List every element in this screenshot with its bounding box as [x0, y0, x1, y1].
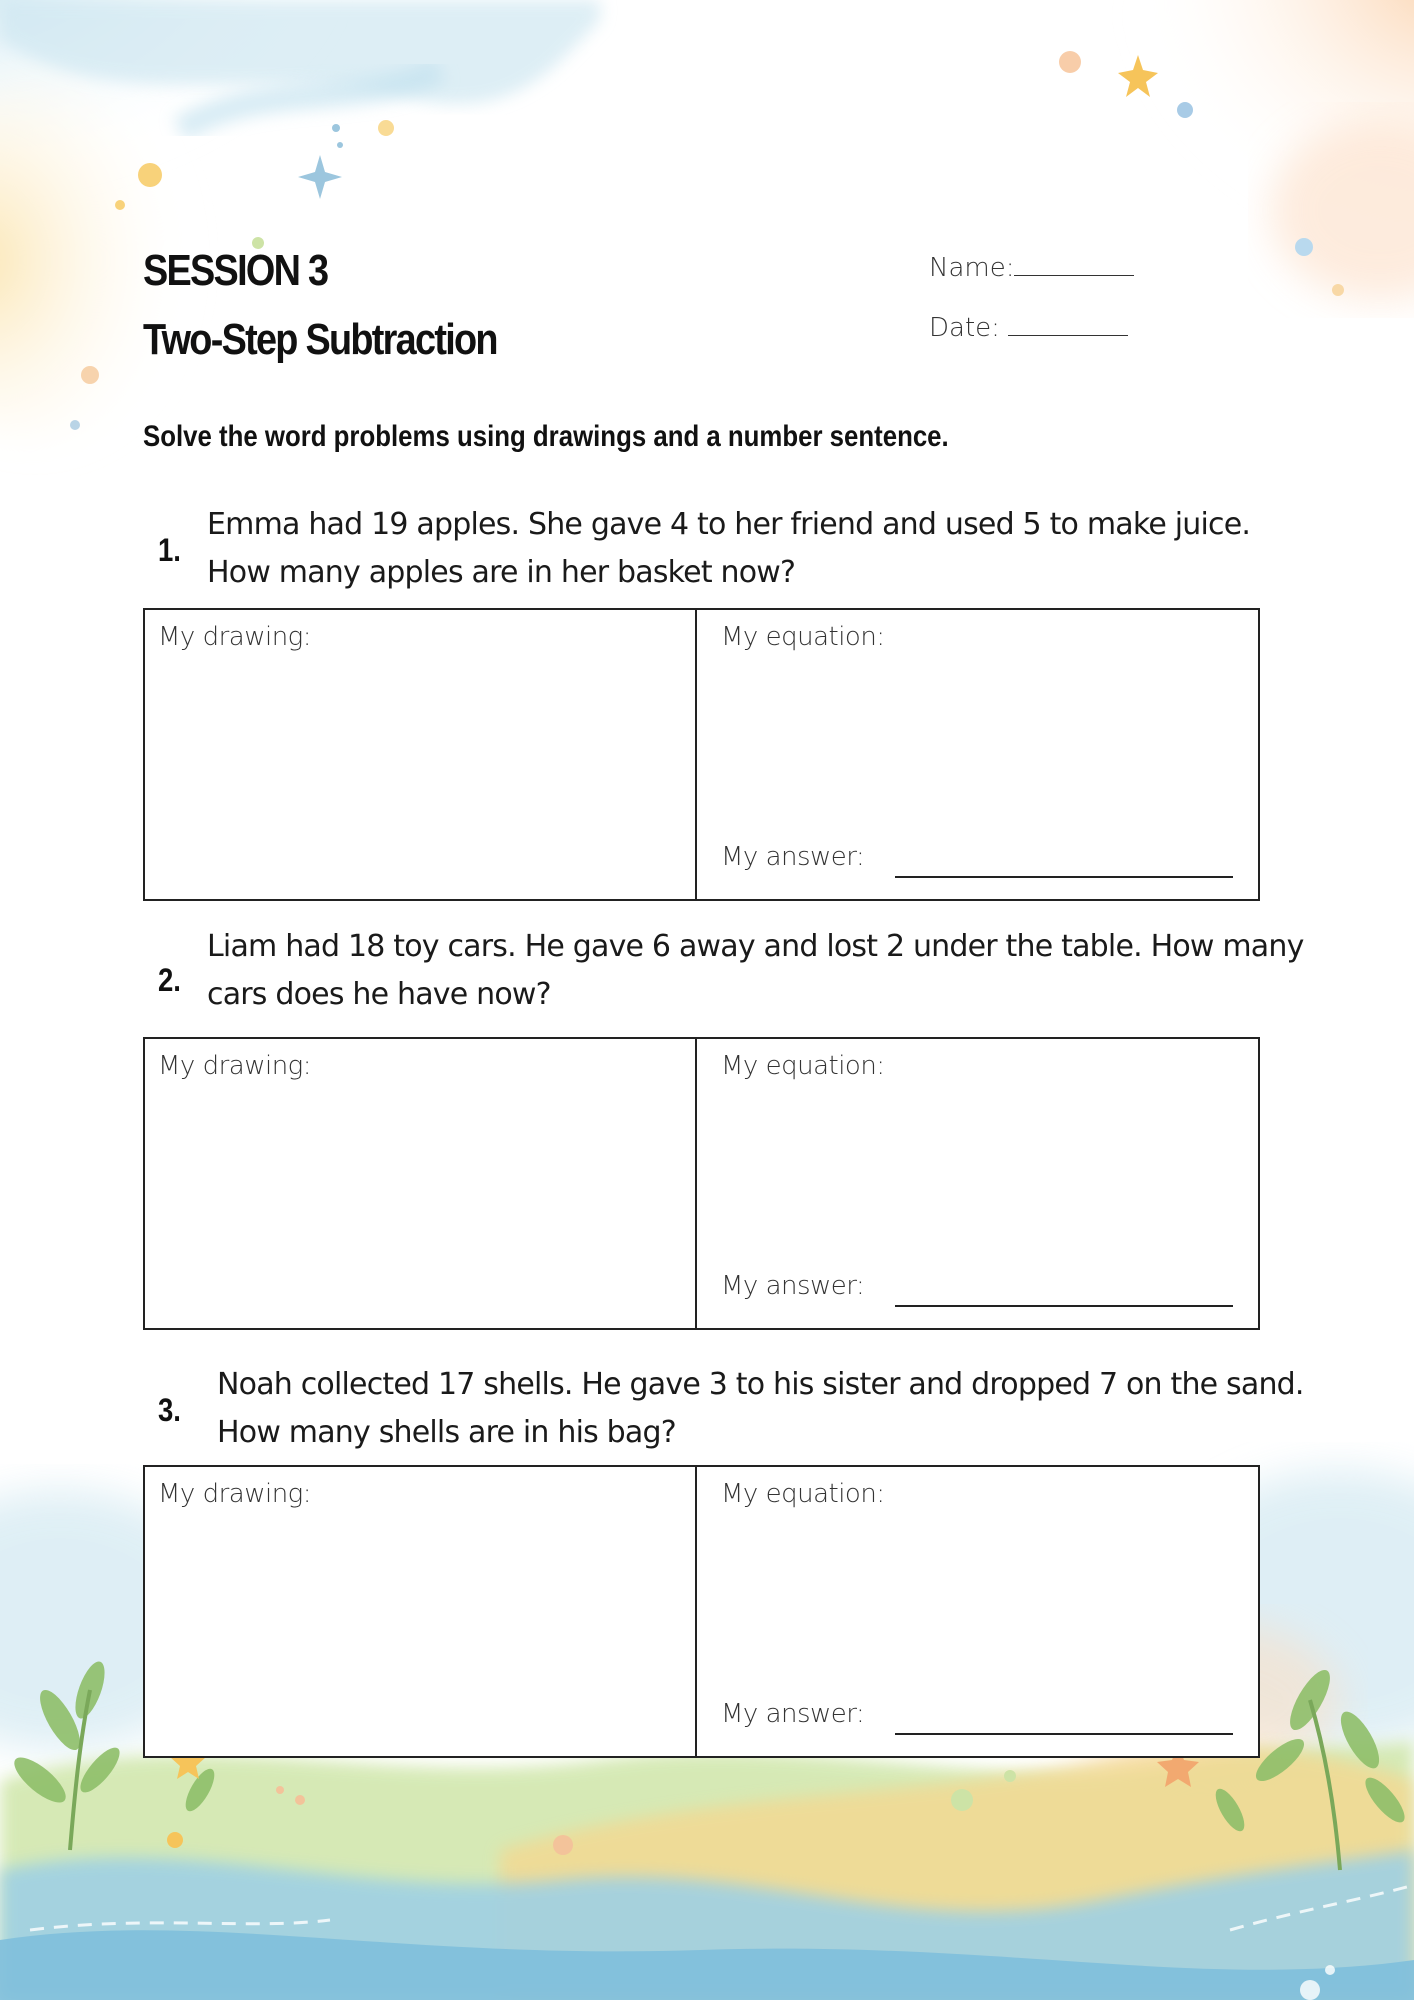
date-field[interactable] — [929, 313, 1128, 343]
name-line[interactable] — [1014, 253, 1134, 276]
session-label: SESSION 3 — [143, 246, 328, 295]
worksheet-title: Two-Step Subtraction — [143, 315, 497, 364]
date-line[interactable] — [1008, 313, 1128, 336]
problem-text-line: How many shells are in his bag? — [217, 1415, 676, 1450]
answer-label: My answer: — [721, 842, 865, 872]
equation-label: My equation: — [721, 1479, 885, 1509]
box-divider — [695, 1039, 697, 1328]
answer-label: My answer: — [721, 1699, 865, 1729]
problem-text — [207, 501, 1250, 597]
answer-line[interactable] — [895, 876, 1233, 878]
answer-box — [143, 1465, 1260, 1758]
equation-label: My equation: — [721, 1051, 885, 1081]
problem-text — [217, 1361, 1304, 1457]
box-divider — [695, 1467, 697, 1756]
problem-text-line: How many apples are in her basket now? — [207, 555, 796, 590]
date-label: Date: — [929, 313, 1000, 343]
answer-box — [143, 608, 1260, 901]
answer-line[interactable] — [895, 1305, 1233, 1307]
name-field[interactable] — [929, 253, 1134, 283]
problem-text-line: cars does he have now? — [207, 977, 551, 1012]
drawing-label: My drawing: — [158, 622, 312, 652]
answer-box — [143, 1037, 1260, 1330]
drawing-label: My drawing: — [158, 1051, 312, 1081]
problem-number: 2. — [158, 962, 181, 998]
problem-text — [207, 923, 1304, 1019]
problem-text-line: Noah collected 17 shells. He gave 3 to his sister and dropped 7 on the sand. — [217, 1367, 1304, 1402]
answer-label: My answer: — [721, 1271, 865, 1301]
problem-text-line: Emma had 19 apples. She gave 4 to her friend and used 5 to make juice. — [207, 507, 1251, 542]
equation-label: My equation: — [721, 622, 885, 652]
problem-number: 3. — [158, 1392, 181, 1428]
drawing-label: My drawing: — [158, 1479, 312, 1509]
instructions: Solve the word problems using drawings and a number sentence. — [143, 420, 949, 453]
name-label: Name: — [929, 253, 1015, 283]
problem-text-line: Liam had 18 toy cars. He gave 6 away and lost 2 under the table. How many — [207, 929, 1304, 964]
box-divider — [695, 610, 697, 899]
answer-line[interactable] — [895, 1733, 1233, 1735]
problem-number: 1. — [158, 532, 181, 568]
